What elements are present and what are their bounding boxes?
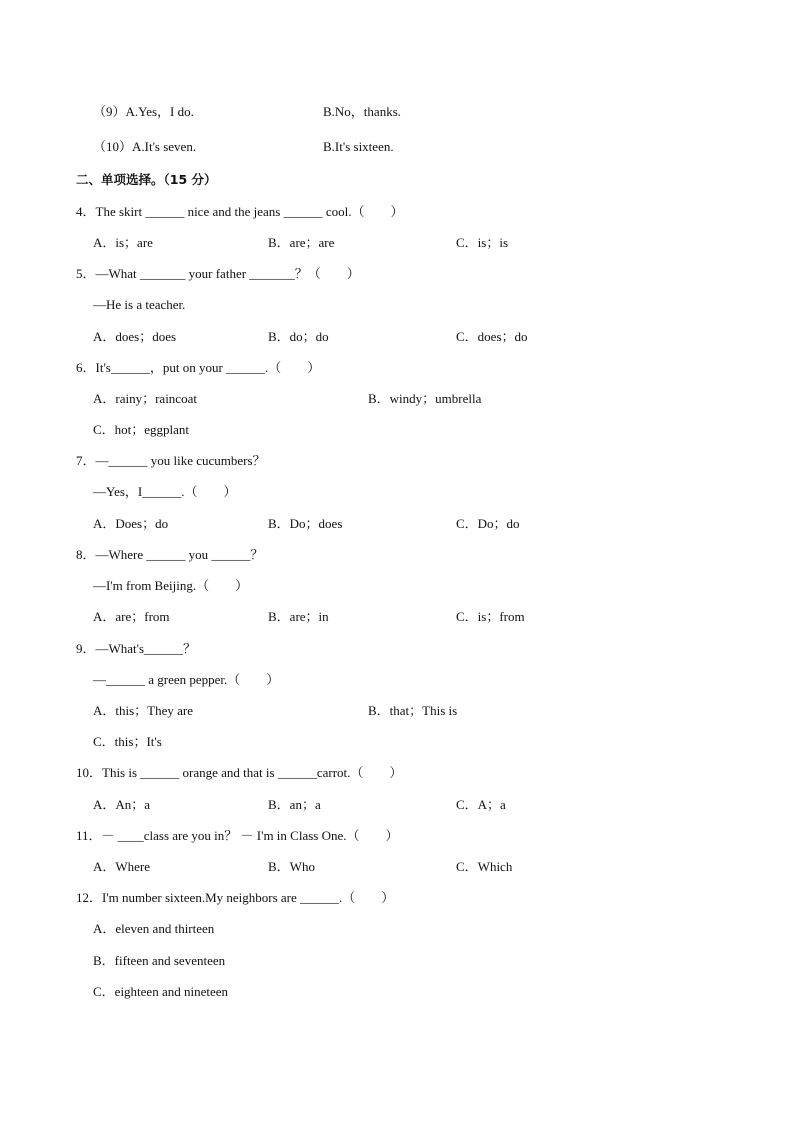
question-5-stem: 5．—What _______ your father _______？（ ）	[76, 266, 360, 281]
question-10-option-a: A．An；a	[93, 797, 151, 812]
prev-q9-a: （9）A.Yes，I do.	[93, 104, 194, 119]
question-9-sub: —______ a green pepper.（ ）	[93, 672, 280, 687]
question-11-stem: 11．－ ____class are you in？ － I'm in Class One.（ ）	[76, 828, 399, 843]
prev-q10-a: （10）A.It's seven.	[93, 139, 197, 154]
question-7-option-b: B．Do；does	[268, 516, 343, 531]
question-12-option-a: A．eleven and thirteen	[93, 921, 215, 936]
question-8-option-c: C．is；from	[456, 609, 525, 624]
question-5-sub: —He is a teacher.	[93, 297, 186, 312]
question-9-option-b: B．that；This is	[368, 703, 458, 718]
question-10-stem: 10．This is ______ orange and that is ______carrot.（ ）	[76, 765, 403, 780]
section-title: 二、单项选择。（15 分）	[76, 172, 217, 187]
question-7-stem: 7．—______ you like cucumbers？	[76, 453, 266, 468]
question-7-sub: —Yes，I______.（ ）	[93, 484, 237, 499]
question-5-option-a: A．does；does	[93, 329, 177, 344]
question-12-option-c: C．eighteen and nineteen	[93, 984, 229, 999]
question-9-option-a: A．this；They are	[93, 703, 194, 718]
question-11-option-c: C．Which	[456, 859, 513, 874]
question-7-option-a: A．Does；do	[93, 516, 169, 531]
question-8-option-a: A．are；from	[93, 609, 170, 624]
question-8-option-b: B．are；in	[268, 609, 329, 624]
question-6-option-a: A．rainy；raincoat	[93, 391, 197, 406]
question-11-option-a: A．Where	[93, 859, 151, 874]
question-4-option-b: B．are；are	[268, 235, 335, 250]
prev-q10-b: B.It's sixteen.	[323, 139, 394, 154]
question-7-option-c: C．Do；do	[456, 516, 520, 531]
question-11-option-b: B．Who	[268, 859, 315, 874]
question-6-option-c: C．hot；eggplant	[93, 422, 190, 437]
question-10-option-c: C．A；a	[456, 797, 506, 812]
question-10-option-b: B．an；a	[268, 797, 321, 812]
question-9-stem: 9．—What's______？	[76, 641, 197, 656]
question-8-stem: 8．—Where ______ you ______？	[76, 547, 264, 562]
question-6-option-b: B．windy；umbrella	[368, 391, 482, 406]
question-9-option-c: C．this；It's	[93, 734, 162, 749]
prev-q9-b: B.No，thanks.	[323, 104, 402, 119]
question-5-option-c: C．does；do	[456, 329, 528, 344]
question-5-option-b: B．do；do	[268, 329, 329, 344]
question-12-stem: 12．I'm number sixteen.My neighbors are ______.（ ）	[76, 890, 395, 905]
question-4-stem: 4．The skirt ______ nice and the jeans ______ cool.（ ）	[76, 204, 404, 219]
question-8-sub: —I'm from Beijing.（ ）	[93, 578, 249, 593]
question-6-stem: 6．It's______，put on your ______.（ ）	[76, 360, 321, 375]
question-12-option-b: B．fifteen and seventeen	[93, 953, 226, 968]
question-4-option-c: C．is；is	[456, 235, 509, 250]
question-4-option-a: A．is；are	[93, 235, 153, 250]
